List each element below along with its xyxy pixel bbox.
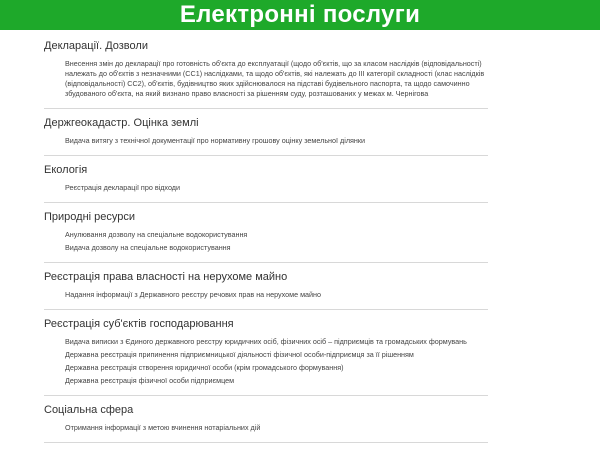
service-link[interactable]: Реєстрація декларації про відходи [65, 183, 180, 192]
service-link[interactable]: Державна реєстрація припинення підприємницької діяльності фізичної особи-підприємця за її рішенням [65, 350, 414, 359]
service-link[interactable]: Видача дозволу на спеціальне водокористування [65, 243, 231, 252]
section-land-cadastre [44, 117, 488, 156]
services-list [0, 30, 600, 443]
section-declarations [44, 40, 488, 109]
service-link[interactable]: Отримання інформації з метою вчинення нотаріальних дій [65, 423, 261, 432]
page-header [0, 0, 600, 30]
section-title: Реєстрація права власності на нерухоме майно [44, 271, 288, 283]
section-title: Держгеокадастр. Оцінка землі [44, 117, 199, 129]
service-link[interactable]: Анулювання дозволу на спеціальне водокористування [65, 230, 248, 239]
section-ecology [44, 164, 488, 203]
service-link[interactable]: Видача виписки з Єдиного державного реєстру юридичних осіб, фізичних осіб – підприємців та громадських формувань [65, 337, 467, 346]
section-title: Декларації. Дозволи [44, 40, 148, 52]
section-title: Екологія [44, 164, 88, 176]
section-title: Природні ресурси [44, 211, 136, 223]
section-social [44, 404, 488, 443]
section-business-registration [44, 318, 488, 396]
service-link[interactable]: Внесення змін до декларації про готовність об'єкта до експлуатації (щодо об'єктів, що за класом наслідків (відповідальності) належать до об'єктів з незначними (СС1) наслідками, та щодо об'єктів, які належать до III категорії складності (клас наслідків (відповідальності) СС2), об'єктів, будівництво яких здійснювалося на підставі будівельного паспорта, та щодо самочинно збудованого об'єкта, на який визнано право власності за рішенням суду, розташованих у межах м. Чернігова [65, 59, 485, 98]
page-title: Електронні послуги [179, 1, 421, 28]
service-link[interactable]: Державна реєстрація фізичної особи підприємцем [65, 376, 235, 385]
section-title: Соціальна сфера [44, 404, 134, 416]
section-property-registration [44, 271, 488, 310]
service-link[interactable]: Державна реєстрація створення юридичної особи (крім громадського формування) [65, 363, 344, 372]
service-link[interactable]: Надання інформації з Державного реєстру речових прав на нерухоме майно [65, 290, 322, 299]
service-link[interactable]: Видача витягу з технічної документації про нормативну грошову оцінку земельної ділянки [65, 136, 366, 145]
section-title: Реєстрація суб'єктів господарювання [44, 318, 234, 330]
section-natural-resources [44, 211, 488, 263]
